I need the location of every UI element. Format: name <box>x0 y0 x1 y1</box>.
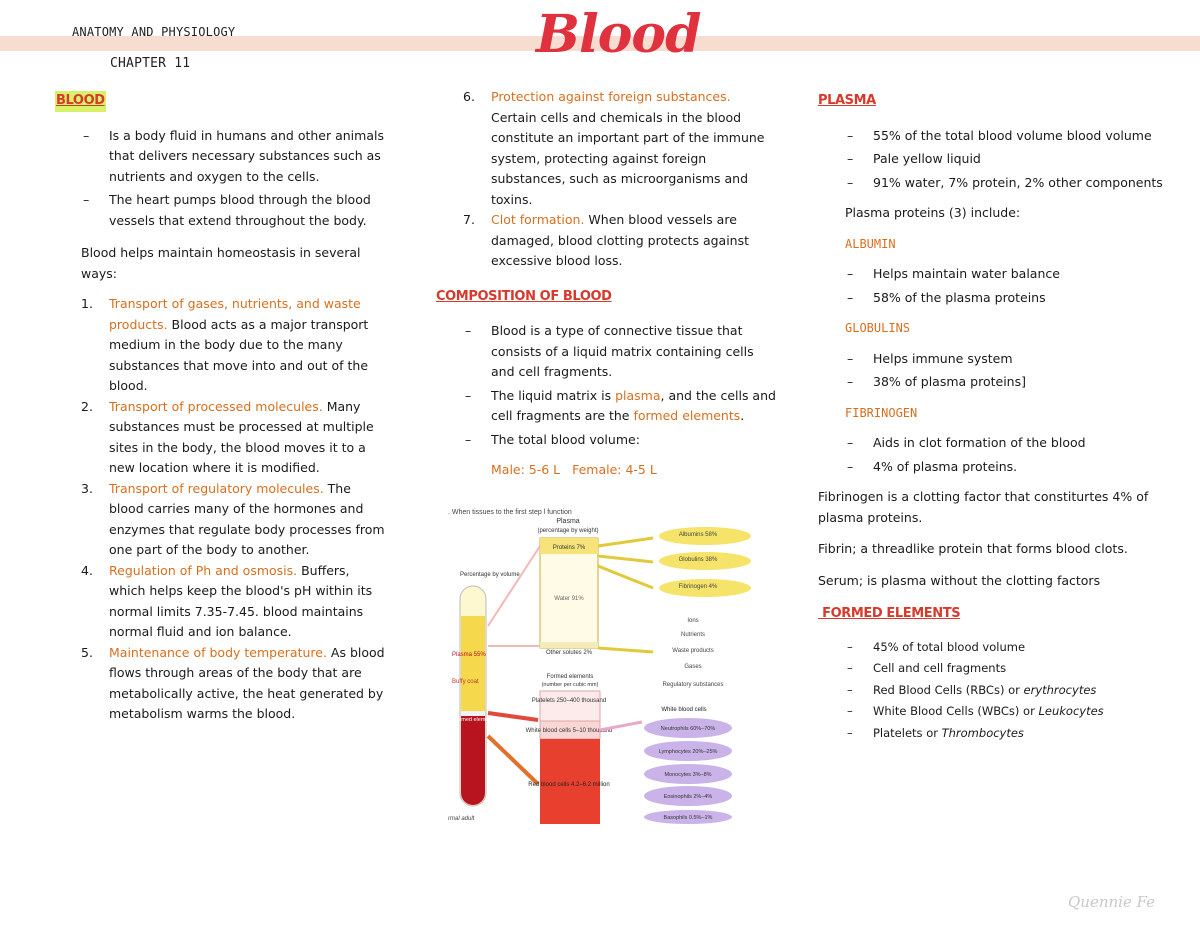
globulins-heading: GLOBULINS <box>845 321 911 335</box>
list-item: 3. Transport of regulatory molecules. The blood carries many of the hormones and enzymes that regulate body processes from one part of the body to another. <box>81 480 385 557</box>
diagram-caption-top: . When tissues to the first step l function <box>448 509 572 516</box>
page-title: Blood <box>536 4 701 65</box>
section-heading-plasma: PLASMA <box>818 93 876 108</box>
list-item: – The heart pumps blood through the blood vessels that extend throughout the body. <box>81 190 385 231</box>
rbc-arrow <box>488 736 538 784</box>
platelets-box <box>540 691 600 721</box>
regulatory-label: Regulatory substances <box>662 682 724 688</box>
section-heading-blood: BLOOD <box>55 91 106 112</box>
fibrinogen-list <box>845 433 1190 477</box>
list-item: 5. Maintenance of body temperature. As blood flows through areas of the body that are metabolically active, the heat generated by metabolism warms the blood. <box>81 644 385 721</box>
monocytes-label: Monocytes 3%–8% <box>664 772 712 778</box>
list-item: – Red Blood Cells (RBCs) or erythrocytes <box>845 680 1190 702</box>
list-item: – Blood is a type of connective tissue that consists of a liquid matrix containing cells and cell fragments. <box>463 321 776 383</box>
chapter-label: CHAPTER 11 <box>110 56 191 71</box>
albumins-label: Albumins 58% <box>678 532 718 538</box>
wbc-label: White blood cells 5–10 thousand <box>525 728 613 734</box>
diagram-caption-bottom: rmal adult <box>448 816 475 822</box>
formed-elements-list <box>845 637 1190 745</box>
list-item: 1. Transport of gases, nutrients, and waste products. Blood acts as a major transport medium in the body due to the many substances that move into and out of the blood. <box>81 296 369 393</box>
fibrin-paragraph: Fibrin; a threadlike protein that forms blood clots. <box>818 541 1128 556</box>
plasma-pct-label: Plasma 55% <box>452 652 486 658</box>
wbc-arrow <box>600 722 642 730</box>
list-item: – 58% of the plasma proteins <box>845 288 1190 309</box>
plasma-tube-arrows <box>488 546 540 646</box>
list-item: – Helps maintain water balance <box>845 264 1190 285</box>
fibrinogen-paragraph: Fibrinogen is a clotting factor that constiturtes 4% of plasma proteins. <box>818 489 1149 525</box>
fibrinogen-heading: FIBRINOGEN <box>845 405 918 420</box>
list-item: – 4% of plasma proteins. <box>845 457 1190 478</box>
list-item: – Helps immune system <box>845 349 1190 370</box>
plasma-box-title: Plasma <box>556 518 580 525</box>
column-blood <box>55 90 385 725</box>
course-label: ANATOMY AND PHYSIOLOGY <box>72 25 236 39</box>
waste-label: Waste products <box>672 648 714 654</box>
list-item: – 91% water, 7% protein, 2% other components <box>845 173 1190 194</box>
list-item: – 45% of total blood volume <box>845 637 1190 659</box>
composition-list <box>463 321 776 450</box>
albumin-list <box>845 264 1190 308</box>
homeostasis-list <box>81 294 385 725</box>
gases-label: Gases <box>684 664 702 670</box>
nutrients-label: Nutrients <box>680 632 706 638</box>
homeostasis-list-continued <box>463 87 776 272</box>
blood-composition-diagram <box>448 506 766 824</box>
other-solutes-label: Other solutes 2% <box>545 650 593 656</box>
wbc-head-label: White blood cells <box>661 707 707 713</box>
column-plasma <box>818 90 1190 744</box>
list-item: – Aids in clot formation of the blood <box>845 433 1190 454</box>
list-item: 2. Transport of processed molecules. Many substances must be processed at multiple sites in the body, the blood moves it to a new location where it is modified. <box>81 398 374 475</box>
pct-volume-label: Percentage by volume <box>460 572 520 578</box>
plasma-list <box>845 126 1190 194</box>
buffy-layer <box>461 711 485 716</box>
plasma-box-subtitle: (percentage by weight) <box>537 528 599 534</box>
blood-volume-values: Male: 5-6 L Female: 4-5 L <box>491 462 657 477</box>
list-item: – The total blood volume: <box>463 430 776 451</box>
signature: Quennie Fe <box>1068 893 1156 911</box>
list-item: – Is a body fluid in humans and other animals that delivers necessary substances such as nutrients and oxygen to the cells. <box>81 126 385 188</box>
list-item: – Platelets or Thrombocytes <box>845 723 1190 745</box>
blood-definition-list <box>81 126 385 232</box>
formed-layer <box>461 716 485 805</box>
other-solutes-band <box>540 642 598 648</box>
proteins-label: Proteins 7% <box>552 545 586 551</box>
globulins-list <box>845 349 1190 393</box>
albumin-heading: ALBUMIN <box>845 236 896 251</box>
section-heading-formed-elements: FORMED ELEMENTS <box>818 606 961 621</box>
plasma-proteins-intro: Plasma proteins (3) include: <box>845 205 1021 220</box>
globulins-label: Globulins 38% <box>678 557 718 563</box>
water-label: Water 91% <box>554 596 584 602</box>
plasma-arrows <box>598 538 653 652</box>
list-item: – Pale yellow liquid <box>845 149 1190 170</box>
basophils-label: Basophils 0.5%–1% <box>663 815 713 821</box>
neutrophils-label: Neutrophils 60%–70% <box>660 726 716 732</box>
section-heading-composition: COMPOSITION OF BLOOD <box>436 288 612 304</box>
list-item: – 55% of the total blood volume blood volume <box>845 126 1190 147</box>
column-composition <box>436 87 776 481</box>
list-item: – 38% of plasma proteins] <box>845 372 1190 393</box>
plasma-box <box>540 538 598 648</box>
homeostasis-intro: Blood helps maintain homeostasis in several ways: <box>81 245 361 281</box>
plasma-layer <box>461 616 485 711</box>
rbc-label: Red blood cells 4.2–6.2 million <box>528 782 610 788</box>
list-item: 7. Clot formation. When blood vessels are damaged, blood clotting protects against excessive blood loss. <box>463 212 750 268</box>
list-item: 6. Protection against foreign substances. Certain cells and chemicals in the blood constitute an important part of the immune system, protecting against foreign substances, such as microorganisms and toxins. <box>463 89 765 207</box>
formed-box-subtitle: (number per cubic mm) <box>541 682 599 688</box>
formed-box-title: Formed elements <box>546 674 594 680</box>
ions-label: Ions <box>687 618 699 624</box>
buffy-label: Buffy coat <box>452 679 479 685</box>
serum-paragraph: Serum; is plasma without the clotting factors <box>818 572 1101 588</box>
eosinophils-label: Eosinophils 2%–4% <box>663 794 713 800</box>
list-item: – The liquid matrix is plasma, and the cells and cell fragments are the formed elements. <box>463 386 776 427</box>
lymphocytes-label: Lymphocytes 20%–25% <box>658 749 718 755</box>
list-item: – Cell and cell fragments <box>845 658 1190 680</box>
list-item: 4. Regulation of Ph and osmosis. Buffers, which helps keep the blood's pH within its normal limits 7.35-7.45. blood maintains normal fluid and ion balance. <box>81 562 373 639</box>
list-item: – White Blood Cells (WBCs) or Leukocytes <box>845 701 1190 723</box>
platelets-label: Platelets 250–400 thousand <box>531 698 607 704</box>
formed-pct-label: Formed elements 45% <box>453 717 509 723</box>
fibrinogen-label: Fibrinogen 4% <box>678 584 718 590</box>
